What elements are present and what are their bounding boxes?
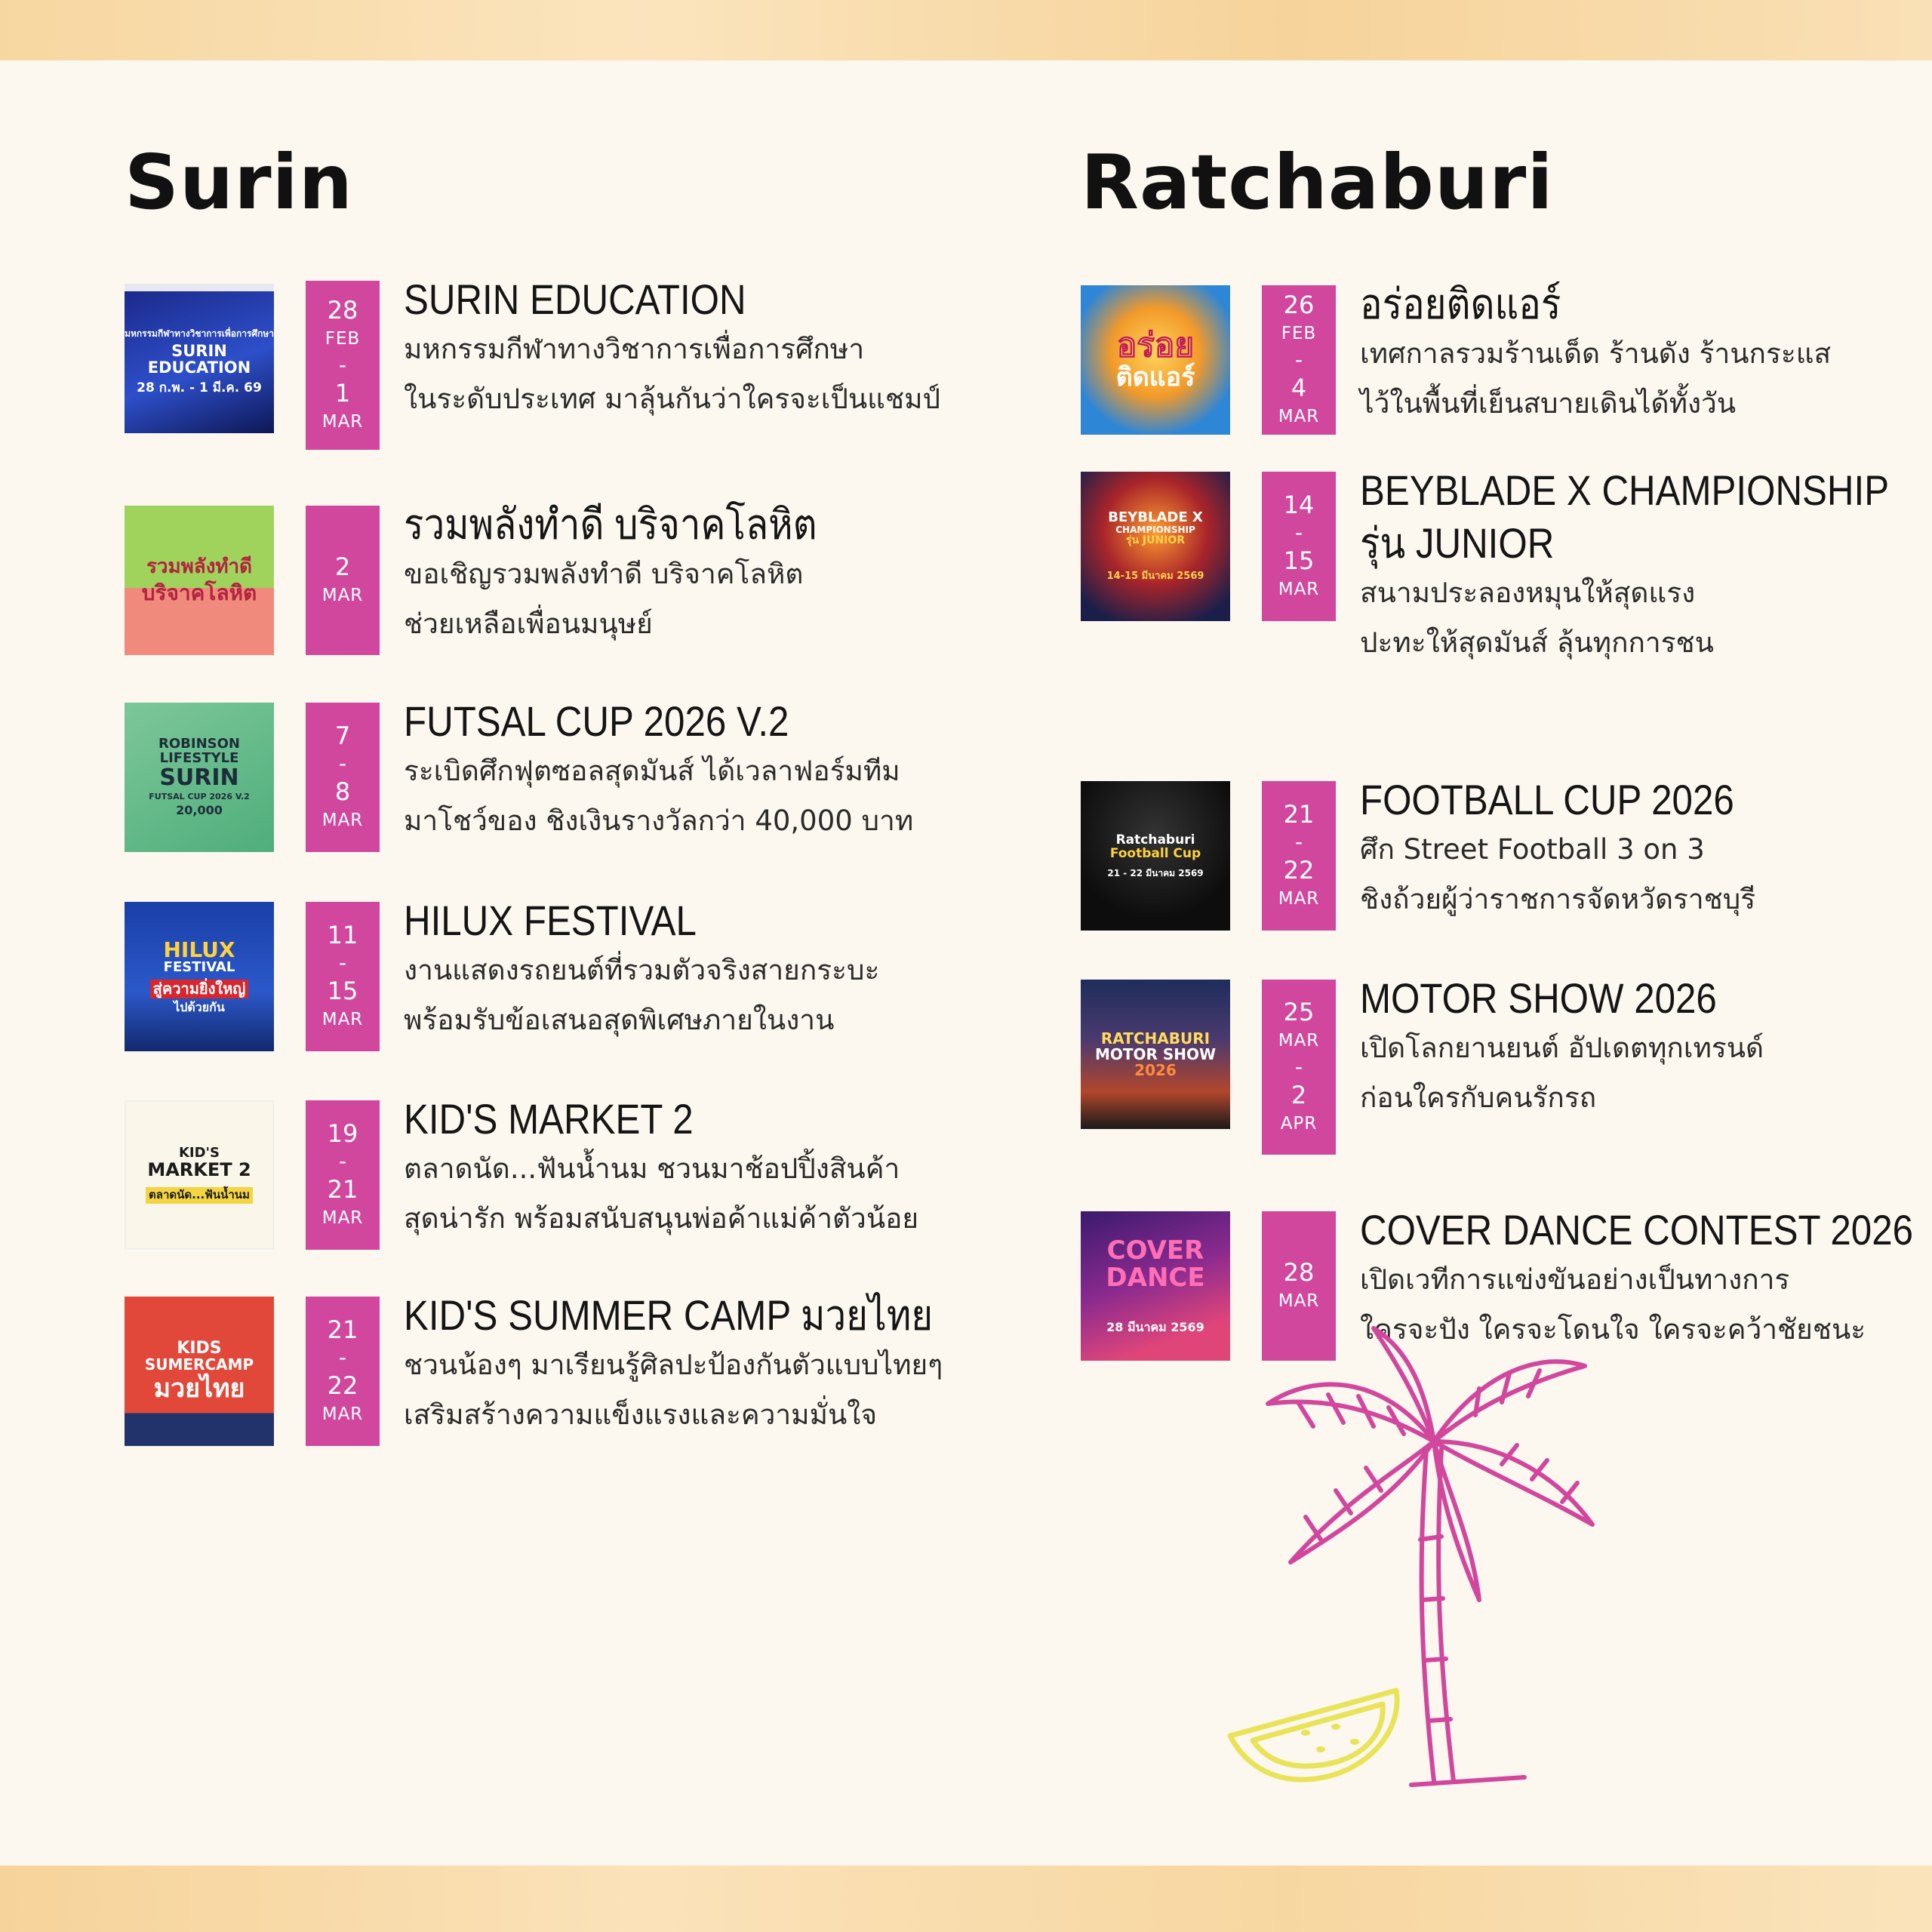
event-title-line2: รุ่น JUNIOR bbox=[1360, 519, 1555, 567]
event-description: ระเบิดศึกฟุตซอลสุดมันส์ ได้เวลาฟอร์มทีม มาโชว์ของ ชิงเงินรางวัลกว่า 40,000 บาท bbox=[404, 755, 914, 837]
event-title: MOTOR SHOW 2026 bbox=[1360, 974, 1717, 1022]
event-title: รวมพลังทำดี บริจาคโลหิต bbox=[404, 500, 817, 548]
bottom-banner bbox=[0, 1866, 1932, 1932]
event-poster[interactable]: Ratchaburi Football Cup 21 - 22 มีนาคม 2569 bbox=[1081, 781, 1230, 931]
event-description: ขอเชิญรวมพลังทำดี บริจาคโลหิต ช่วยเหลือเพื่อนมนุษย์ bbox=[404, 558, 804, 640]
event-poster[interactable]: BEYBLADE X CHAMPIONSHIP รุ่น JUNIOR 14-15 มีนาคม 2569 bbox=[1081, 472, 1230, 621]
event-title: FOOTBALL CUP 2026 bbox=[1360, 776, 1734, 823]
event-description: มหกรรมกีฬาทางวิชาการเพื่อการศึกษา ในระดับประเทศ มาลุ้นกันว่าใครจะเป็นแชมป์ bbox=[404, 333, 941, 415]
event-title: FUTSAL CUP 2026 V.2 bbox=[404, 697, 789, 745]
event-description: ชวนน้องๆ มาเรียนรู้ศิลปะป้องกันตัวแบบไทยๆ เสริมสร้างความแข็งแรงและความมั่นใจ bbox=[404, 1349, 943, 1431]
event-date-badge: 25 MAR - 2 APR bbox=[1262, 980, 1336, 1155]
event-date-badge: 7 - 8 MAR bbox=[306, 703, 380, 852]
event-title: SURIN EDUCATION bbox=[404, 275, 746, 323]
event-date-badge: 11 - 15 MAR bbox=[306, 902, 380, 1051]
event-description: เปิดโลกยานยนต์ อัปเดตทุกเทรนด์ ก่อนใครกับคนรักรถ bbox=[1360, 1032, 1764, 1114]
event-description: ตลาดนัด...ฟันน้ำนม ชวนมาช้อปปิ้งสินค้า สุดน่ารัก พร้อมสนับสนุนพ่อค้าแม่ค้าตัวน้อย bbox=[404, 1152, 919, 1235]
event-poster[interactable]: HILUX FESTIVAL สู่ความยิ่งใหญ่ ไปด้วยกัน bbox=[125, 902, 274, 1051]
event-description: เปิดเวทีการแข่งขันอย่างเป็นทางการ ใครจะปัง ใครจะโดนใจ ใครจะคว้าชัยชนะ bbox=[1360, 1263, 1866, 1346]
event-date-badge: 2 MAR bbox=[306, 506, 380, 655]
city-title-ratchaburi: Ratchaburi bbox=[1081, 138, 1554, 226]
top-banner bbox=[0, 0, 1932, 60]
event-description: เทศกาลรวมร้านเด็ด ร้านดัง ร้านกระแส ไว้ในพื้นที่เย็นสบายเดินได้ทั้งวัน bbox=[1360, 337, 1832, 420]
event-description: ศึก Street Football 3 on 3 ชิงถ้วยผู้ว่าราชการจัดหวัดราชบุรี bbox=[1360, 833, 1756, 915]
event-poster[interactable]: อร่อย ติดแอร์ bbox=[1081, 285, 1230, 435]
event-poster[interactable]: ROBINSON LIFESTYLE SURIN FUTSAL CUP 2026 V.2 20,000 bbox=[125, 703, 274, 852]
event-title: KID'S SUMMER CAMP มวยไทย bbox=[404, 1291, 934, 1339]
event-description: งานแสดงรถยนต์ที่รวมตัวจริงสายกระบะ พร้อมรับข้อเสนอสุดพิเศษภายในงาน bbox=[404, 954, 880, 1036]
event-title: BEYBLADE X CHAMPIONSHIP bbox=[1360, 466, 1890, 514]
event-poster[interactable]: KIDS SUMERCAMP มวยไทย bbox=[125, 1297, 274, 1446]
event-title: HILUX FESTIVAL bbox=[404, 897, 697, 944]
event-date-badge: 28 FEB - 1 MAR bbox=[306, 281, 380, 450]
event-title: COVER DANCE CONTEST 2026 bbox=[1360, 1206, 1914, 1254]
event-date-badge: 21 - 22 MAR bbox=[306, 1297, 380, 1446]
event-date-badge: 21 - 22 MAR bbox=[1262, 781, 1336, 931]
city-title-surin: Surin bbox=[125, 138, 353, 226]
event-date-badge: 19 - 21 MAR bbox=[306, 1100, 380, 1250]
event-poster[interactable]: RATCHABURI MOTOR SHOW 2026 bbox=[1081, 980, 1230, 1129]
event-poster[interactable]: COVER DANCE 28 มีนาคม 2569 bbox=[1081, 1211, 1230, 1361]
event-date-badge: 14 - 15 MAR bbox=[1262, 472, 1336, 621]
event-title: KID'S MARKET 2 bbox=[404, 1095, 694, 1143]
event-poster[interactable]: KID'S MARKET 2 ตลาดนัด...ฟันน้ำนม bbox=[125, 1100, 274, 1250]
event-poster[interactable]: รวมพลังทำดี บริจาคโลหิต bbox=[125, 506, 274, 655]
event-date-badge: 26 FEB - 4 MAR bbox=[1262, 285, 1336, 435]
event-title: อร่อยติดแอร์ bbox=[1360, 280, 1561, 328]
melon-slice-icon bbox=[1223, 1683, 1404, 1789]
event-description: สนามประลองหมุนให้สุดแรง ปะทะให้สุดมันส์ ลุ้นทุกการชน bbox=[1360, 577, 1714, 659]
event-date-badge: 28 MAR bbox=[1262, 1211, 1336, 1361]
event-poster[interactable]: มหกรรมกีฬาทางวิชาการเพื่อการศึกษา SURIN EDUCATION 28 ก.พ. - 1 มี.ค. 69 bbox=[125, 284, 274, 433]
